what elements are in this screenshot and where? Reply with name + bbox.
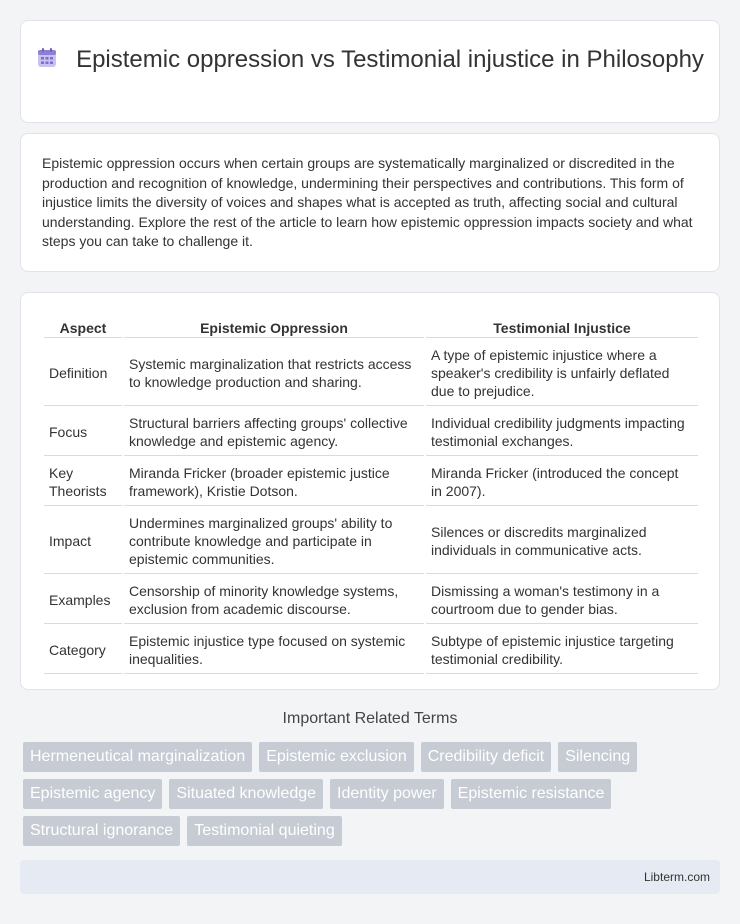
row-aspect: Impact [44, 508, 122, 574]
header-epistemic-oppression: Epistemic Oppression [124, 316, 424, 338]
related-terms-heading: Important Related Terms [282, 710, 458, 727]
row-aspect: Key Theorists [44, 458, 122, 506]
title-card [20, 20, 720, 123]
page-title [21, 45, 719, 75]
related-term-tag[interactable]: Credibility deficit [421, 742, 551, 772]
table-header-row [44, 316, 698, 338]
related-term-tag[interactable]: Epistemic resistance [451, 779, 612, 809]
footer-site-link[interactable]: Libterm.com [643, 870, 710, 884]
calendar-icon [36, 47, 58, 69]
row-testimonial: Individual credibility judgments impacting testimonial exchanges. [426, 408, 698, 456]
table-row [44, 508, 698, 574]
footer [20, 860, 720, 894]
row-oppression: Epistemic injustice type focused on systemic inequalities. [124, 626, 424, 674]
row-testimonial: Subtype of epistemic injustice targeting testimonial credibility. [426, 626, 698, 674]
row-aspect: Definition [44, 340, 122, 406]
comparison-table [42, 314, 700, 676]
table-row [44, 340, 698, 406]
title-text: Epistemic oppression vs Testimonial injustice in Philosophy [76, 46, 704, 73]
related-term-tag[interactable]: Silencing [558, 742, 637, 772]
related-term-tag[interactable]: Testimonial quieting [187, 816, 342, 846]
table-row [44, 626, 698, 674]
row-testimonial: Miranda Fricker (introduced the concept in 2007). [426, 458, 698, 506]
row-aspect: Examples [44, 576, 122, 624]
row-oppression: Miranda Fricker (broader epistemic justice framework), Kristie Dotson. [124, 458, 424, 506]
row-testimonial: Dismissing a woman's testimony in a courtroom due to gender bias. [426, 576, 698, 624]
row-oppression: Undermines marginalized groups' ability to contribute knowledge and participate in epistemic communities. [124, 508, 424, 574]
related-terms-list [23, 742, 703, 846]
row-testimonial: Silences or discredits marginalized individuals in communicative acts. [426, 508, 698, 574]
header-testimonial-injustice: Testimonial Injustice [426, 316, 698, 338]
related-term-tag[interactable]: Situated knowledge [169, 779, 323, 809]
related-term-tag[interactable]: Hermeneutical marginalization [23, 742, 252, 772]
row-oppression: Structural barriers affecting groups' collective knowledge and epistemic agency. [124, 408, 424, 456]
row-aspect: Focus [44, 408, 122, 456]
row-aspect: Category [44, 626, 122, 674]
comparison-card [20, 292, 720, 690]
row-oppression: Censorship of minority knowledge systems, exclusion from academic discourse. [124, 576, 424, 624]
related-term-tag[interactable]: Structural ignorance [23, 816, 180, 846]
related-term-tag[interactable]: Epistemic exclusion [259, 742, 414, 772]
table-row [44, 576, 698, 624]
row-oppression: Systemic marginalization that restricts access to knowledge production and sharing. [124, 340, 424, 406]
table-row [44, 458, 698, 506]
header-aspect: Aspect [44, 316, 122, 338]
intro-paragraph: Epistemic oppression occurs when certain groups are systematically marginalized or discredited in the production and recognition of knowledge, undermining their perspectives and contributions. This form of injustice limits the diversity of voices and shapes what is accepted as truth, affecting social and cultural understanding. Explore the rest of the article to learn how epistemic oppression impacts society and what steps you can take to challenge it. [42, 155, 693, 249]
related-term-tag[interactable]: Epistemic agency [23, 779, 162, 809]
related-term-tag[interactable]: Identity power [330, 779, 444, 809]
table-row [44, 408, 698, 456]
intro-card [20, 133, 720, 272]
row-testimonial: A type of epistemic injustice where a speaker's credibility is unfairly deflated due to prejudice. [426, 340, 698, 406]
